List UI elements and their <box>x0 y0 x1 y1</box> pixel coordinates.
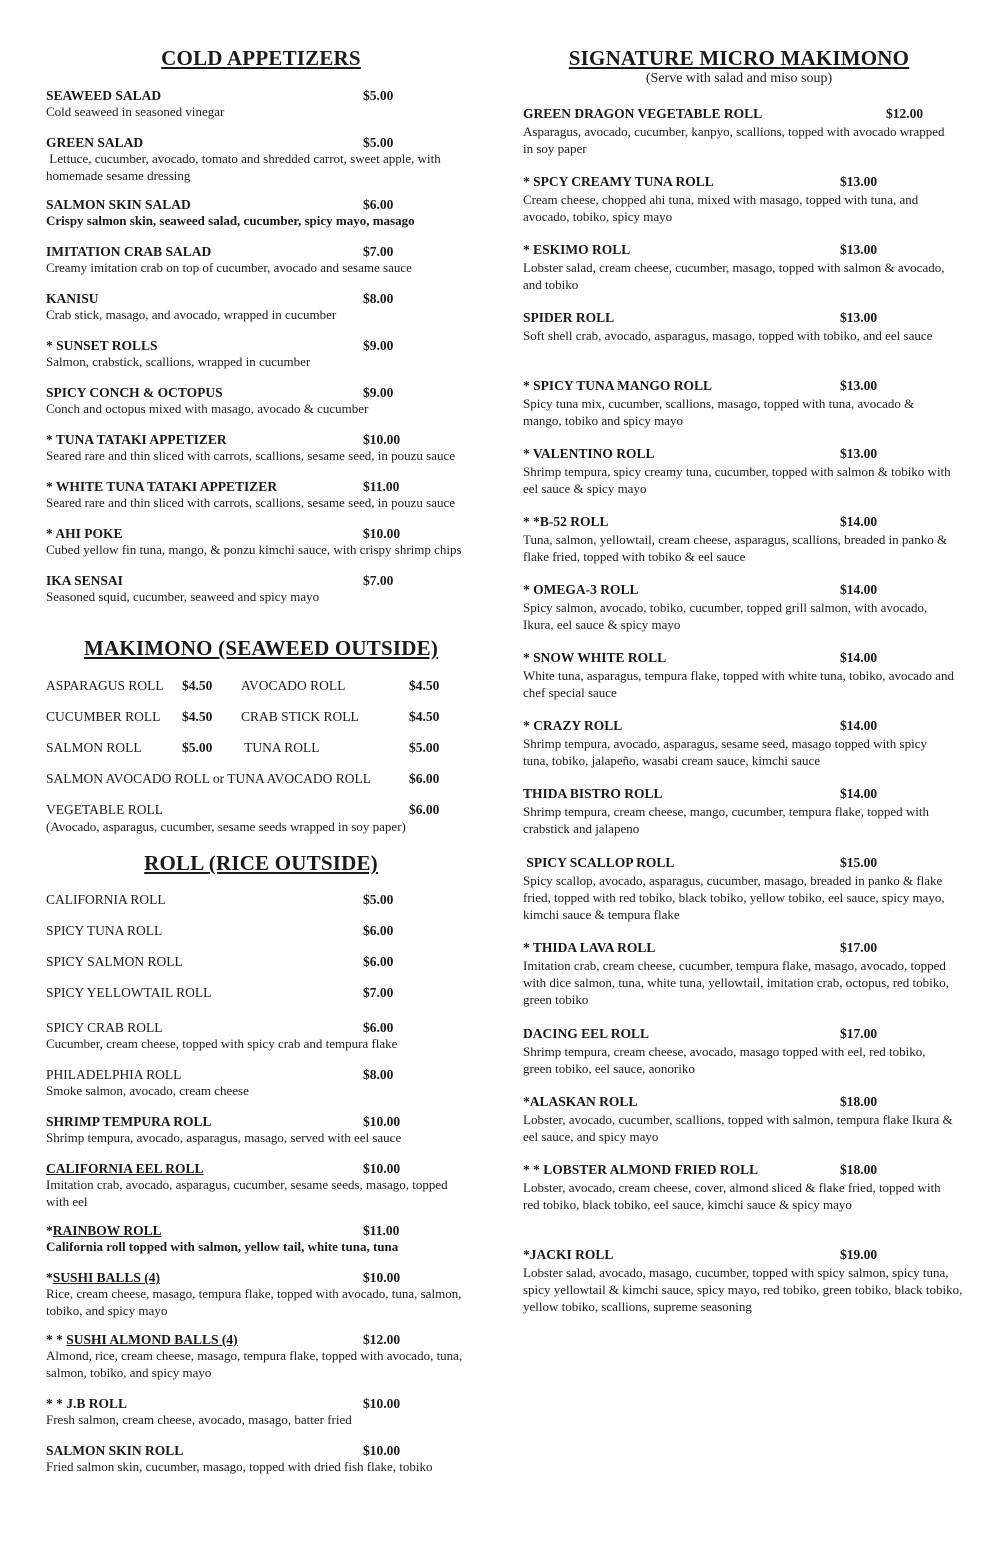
item-description: Shrimp tempura, cream cheese, mango, cucumber, tempura flake, topped with crabstick and jalapeno <box>523 804 929 836</box>
cold-appetizers-heading: COLD APPETIZERS <box>161 46 361 70</box>
item-name: * * J.B ROLL <box>46 1396 128 1411</box>
item-name: * SPICY TUNA MANGO ROLL <box>523 378 713 393</box>
item-description: Smoke salmon, avocado, cream cheese <box>46 1083 249 1098</box>
item-price: $4.50 <box>182 678 213 693</box>
item-description: Almond, rice, cream cheese, masago, tempura flake, topped with avocado, tuna, salmon, tobiko, and spicy mayo <box>46 1348 463 1380</box>
signature-heading: SIGNATURE MICRO MAKIMONO <box>568 46 910 70</box>
item-description: Seared rare and thin sliced with carrots, scallions, sesame seed, in pouzu sauce <box>46 495 455 510</box>
item-price: $6.00 <box>409 802 440 817</box>
item-price: $5.00 <box>363 892 394 907</box>
item-description: California roll topped with salmon, yellow tail, white tuna, tuna <box>46 1239 399 1254</box>
item-description: Spicy scallop, avocado, asparagus, cucumber, masago, breaded in panko & flake fried, topped with red tobiko, black tobiko, yellow tobiko, eel sauce, spicy mayo, kimchi sauce & tempura flake <box>523 873 945 922</box>
item-name: SPICY CONCH & OCTOPUS <box>46 385 223 400</box>
item-name: SPICY SCALLOP ROLL <box>523 855 675 870</box>
item-name: SPICY CRAB ROLL <box>46 1020 163 1035</box>
item-description: Creamy imitation crab on top of cucumber, avocado and sesame sauce <box>46 260 412 275</box>
item-name: * *B-52 ROLL <box>523 514 609 529</box>
item-name: SHRIMP TEMPURA ROLL <box>46 1114 212 1129</box>
item-name: AVOCADO ROLL <box>241 678 346 693</box>
signature-subtitle: (Serve with salad and miso soup) <box>645 71 833 86</box>
item-price: $12.00 <box>886 106 924 121</box>
item-price: $14.00 <box>840 718 878 733</box>
item-name: SEAWEED SALAD <box>46 88 162 103</box>
item-description: Seasoned squid, cucumber, seaweed and spicy mayo <box>46 589 320 604</box>
item-prefix: * <box>46 1223 53 1238</box>
item-name: SPICY YELLOWTAIL ROLL <box>46 985 212 1000</box>
item-price: $7.00 <box>363 244 394 259</box>
item-name: * CRAZY ROLL <box>523 718 623 733</box>
item-name: VEGETABLE ROLL <box>46 802 164 817</box>
item-name: * OMEGA-3 ROLL <box>523 582 639 597</box>
item-name: * * LOBSTER ALMOND FRIED ROLL <box>523 1162 759 1177</box>
item-description: Rice, cream cheese, masago, tempura flake, topped with avocado, tuna, salmon, tobiko, and spicy mayo <box>46 1286 462 1318</box>
item-price: $10.00 <box>363 1396 401 1411</box>
item-description: Lettuce, cucumber, avocado, tomato and shredded carrot, sweet apple, with homemade sesame dressing <box>46 151 444 183</box>
item-name-text: SUSHI BALLS (4) <box>52 1270 161 1285</box>
item-price: $10.00 <box>363 1114 401 1129</box>
item-name: * SNOW WHITE ROLL <box>523 650 667 665</box>
item-description: Lobster salad, avocado, masago, cucumber, topped with spicy salmon, spicy tuna, spicy yellowtail & kimchi sauce, spicy mayo, red tobiko, green tobiko, black tobiko, yellow tobiko, scallions, supreme seasoning <box>523 1265 963 1314</box>
roll-heading: ROLL (RICE OUTSIDE) <box>144 851 378 875</box>
item-description: Seared rare and thin sliced with carrots, scallions, sesame seed, in pouzu sauce <box>46 448 455 463</box>
item-price: $9.00 <box>363 338 394 353</box>
item-name: CRAB STICK ROLL <box>241 709 359 724</box>
item-price: $13.00 <box>840 446 878 461</box>
item-price: $10.00 <box>363 432 401 447</box>
item-description: Spicy tuna mix, cucumber, scallions, masago, topped with tuna, avocado & mango, tobiko and spicy mayo <box>523 396 915 428</box>
item-name-text: SUSHI ALMOND BALLS (4) <box>66 1332 238 1347</box>
item-description: White tuna, asparagus, tempura flake, topped with white tuna, tobiko, avocado and chef special sauce <box>523 668 955 700</box>
item-price: $5.00 <box>409 740 440 755</box>
item-price: $4.50 <box>409 678 440 693</box>
item-name: SPIDER ROLL <box>523 310 615 325</box>
item-prefix: * * <box>46 1332 67 1347</box>
item-price: $6.00 <box>363 197 394 212</box>
item-name: GREEN SALAD <box>46 135 144 150</box>
item-price: $5.00 <box>182 740 213 755</box>
item-name: * TUNA TATAKI APPETIZER <box>46 432 227 447</box>
item-description: Imitation crab, cream cheese, cucumber, tempura flake, masago, avocado, topped with dice salmon, tuna, white tuna, yellowtail, imitation crab, octopus, red tobiko, green tobiko <box>523 958 950 1007</box>
item-price: $12.00 <box>363 1332 401 1347</box>
item-description: Salmon, crabstick, scallions, wrapped in cucumber <box>46 354 311 369</box>
item-description: Crispy salmon skin, seaweed salad, cucumber, spicy mayo, masago <box>46 213 415 228</box>
item-name: CALIFORNIA ROLL <box>46 892 166 907</box>
item-description: Asparagus, avocado, cucumber, kanpyo, scallions, topped with avocado wrapped in soy paper <box>523 124 945 156</box>
item-price: $5.00 <box>363 135 394 150</box>
item-description: Shrimp tempura, cream cheese, avocado, masago topped with eel, red tobiko, green tobiko, eel sauce, aonoriko <box>523 1044 926 1076</box>
item-description: Shrimp tempura, avocado, asparagus, sesame seed, masago topped with spicy tuna, tobiko, jalapeño, wasabi cream sauce, kimchi sauce <box>523 736 927 768</box>
item-description: Fried salmon skin, cucumber, masago, topped with dried fish flake, tobiko <box>46 1459 433 1474</box>
item-price: $15.00 <box>840 855 878 870</box>
item-description: Crab stick, masago, and avocado, wrapped in cucumber <box>46 307 337 322</box>
item-price: $18.00 <box>840 1094 878 1109</box>
item-price: $18.00 <box>840 1162 878 1177</box>
item-price: $9.00 <box>363 385 394 400</box>
item-price: $6.00 <box>409 771 440 786</box>
item-name: TUNA ROLL <box>241 740 320 755</box>
item-price: $6.00 <box>363 954 394 969</box>
item-description: Cold seaweed in seasoned vinegar <box>46 104 225 119</box>
item-description: Shrimp tempura, avocado, asparagus, masago, served with eel sauce <box>46 1130 402 1145</box>
item-prefix: * <box>46 1270 53 1285</box>
item-price: $13.00 <box>840 378 878 393</box>
item-price: $17.00 <box>840 1026 878 1041</box>
item-name: * VALENTINO ROLL <box>523 446 655 461</box>
item-price: $4.50 <box>182 709 213 724</box>
item-name: *ALASKAN ROLL <box>523 1094 638 1109</box>
item-price: $7.00 <box>363 985 394 1000</box>
item-name: CALIFORNIA EEL ROLL <box>46 1161 204 1176</box>
item-name: SPICY SALMON ROLL <box>46 954 183 969</box>
item-name: SPICY TUNA ROLL <box>46 923 163 938</box>
item-name: * AHI POKE <box>46 526 123 541</box>
item-name: * WHITE TUNA TATAKI APPETIZER <box>46 479 278 494</box>
item-description: Fresh salmon, cream cheese, avocado, masago, batter fried <box>46 1412 352 1427</box>
item-name: GREEN DRAGON VEGETABLE ROLL <box>523 106 763 121</box>
item-name: SALMON SKIN ROLL <box>46 1443 184 1458</box>
item-description: Tuna, salmon, yellowtail, cream cheese, asparagus, scallions, breaded in panko & flake fried, topped with tobiko & eel sauce <box>523 532 948 564</box>
item-name: THIDA BISTRO ROLL <box>523 786 663 801</box>
item-description: Conch and octopus mixed with masago, avocado & cucumber <box>46 401 369 416</box>
item-price: $10.00 <box>363 1270 401 1285</box>
item-price: $14.00 <box>840 786 878 801</box>
item-name: SALMON AVOCADO ROLL or TUNA AVOCADO ROLL <box>46 771 372 786</box>
item-name: *JACKI ROLL <box>523 1247 614 1262</box>
item-price: $6.00 <box>363 1020 394 1035</box>
item-description: Lobster, avocado, cream cheese, cover, almond sliced & flake fried, topped with red tobiko, black tobiko, eel sauce, kimchi sauce & spicy mayo <box>523 1180 941 1212</box>
item-price: $7.00 <box>363 573 394 588</box>
item-description: (Avocado, asparagus, cucumber, sesame seeds wrapped in soy paper) <box>46 819 406 834</box>
item-name: DACING EEL ROLL <box>523 1026 650 1041</box>
item-name: IKA SENSAI <box>46 573 123 588</box>
makimono-heading: MAKIMONO (SEAWEED OUTSIDE) <box>83 636 439 660</box>
item-price: $10.00 <box>363 1443 401 1458</box>
item-name-text: RAINBOW ROLL <box>52 1223 162 1238</box>
item-price: $14.00 <box>840 650 878 665</box>
item-name: * SPCY CREAMY TUNA ROLL <box>523 174 714 189</box>
item-price: $14.00 <box>840 514 878 529</box>
item-price: $4.50 <box>409 709 440 724</box>
item-price: $13.00 <box>840 174 878 189</box>
item-description: Cucumber, cream cheese, topped with spicy crab and tempura flake <box>46 1036 398 1051</box>
item-price: $8.00 <box>363 291 394 306</box>
item-name <box>46 1270 160 1286</box>
item-price: $10.00 <box>363 526 401 541</box>
item-description: Soft shell crab, avocado, asparagus, masago, topped with tobiko, and eel sauce <box>523 328 933 343</box>
item-name: * THIDA LAVA ROLL <box>523 940 656 955</box>
item-description: Spicy salmon, avocado, tobiko, cucumber, topped grill salmon, with avocado, Ikura, eel sauce & spicy mayo <box>523 600 928 632</box>
item-name: PHILADELPHIA ROLL <box>46 1067 182 1082</box>
item-name <box>46 1332 238 1348</box>
item-name: * SUNSET ROLLS <box>46 338 158 353</box>
item-price: $13.00 <box>840 242 878 257</box>
item-price: $11.00 <box>363 1223 400 1238</box>
item-name: IMITATION CRAB SALAD <box>46 244 212 259</box>
item-name: KANISU <box>46 291 99 306</box>
item-name: CUCUMBER ROLL <box>46 709 161 724</box>
item-price: $19.00 <box>840 1247 878 1262</box>
item-description: Cream cheese, chopped ahi tuna, mixed with masago, topped with tuna, and avocado, tobiko, spicy mayo <box>523 192 919 224</box>
item-description: Lobster, avocado, cucumber, scallions, topped with salmon, tempura flake Ikura & eel sauce, and spicy mayo <box>523 1112 953 1144</box>
item-price: $5.00 <box>363 88 394 103</box>
item-description: Shrimp tempura, spicy creamy tuna, cucumber, topped with salmon & tobiko with eel sauce & spicy mayo <box>523 464 951 496</box>
item-price: $17.00 <box>840 940 878 955</box>
item-name: ASPARAGUS ROLL <box>46 678 164 693</box>
item-price: $13.00 <box>840 310 878 325</box>
item-name: SALMON ROLL <box>46 740 142 755</box>
item-price: $10.00 <box>363 1161 401 1176</box>
item-name <box>46 1223 162 1239</box>
item-price: $8.00 <box>363 1067 394 1082</box>
item-price: $11.00 <box>363 479 400 494</box>
item-description: Imitation crab, avocado, asparagus, cucumber, sesame seeds, masago, topped with eel <box>46 1177 448 1209</box>
item-description: Cubed yellow fin tuna, mango, & ponzu kimchi sauce, with crispy shrimp chips <box>46 542 462 557</box>
item-name: * ESKIMO ROLL <box>523 242 631 257</box>
item-description: Lobster salad, cream cheese, cucumber, masago, topped with salmon & avocado, and tobiko <box>523 260 945 292</box>
item-price: $6.00 <box>363 923 394 938</box>
item-name: SALMON SKIN SALAD <box>46 197 191 212</box>
item-price: $14.00 <box>840 582 878 597</box>
